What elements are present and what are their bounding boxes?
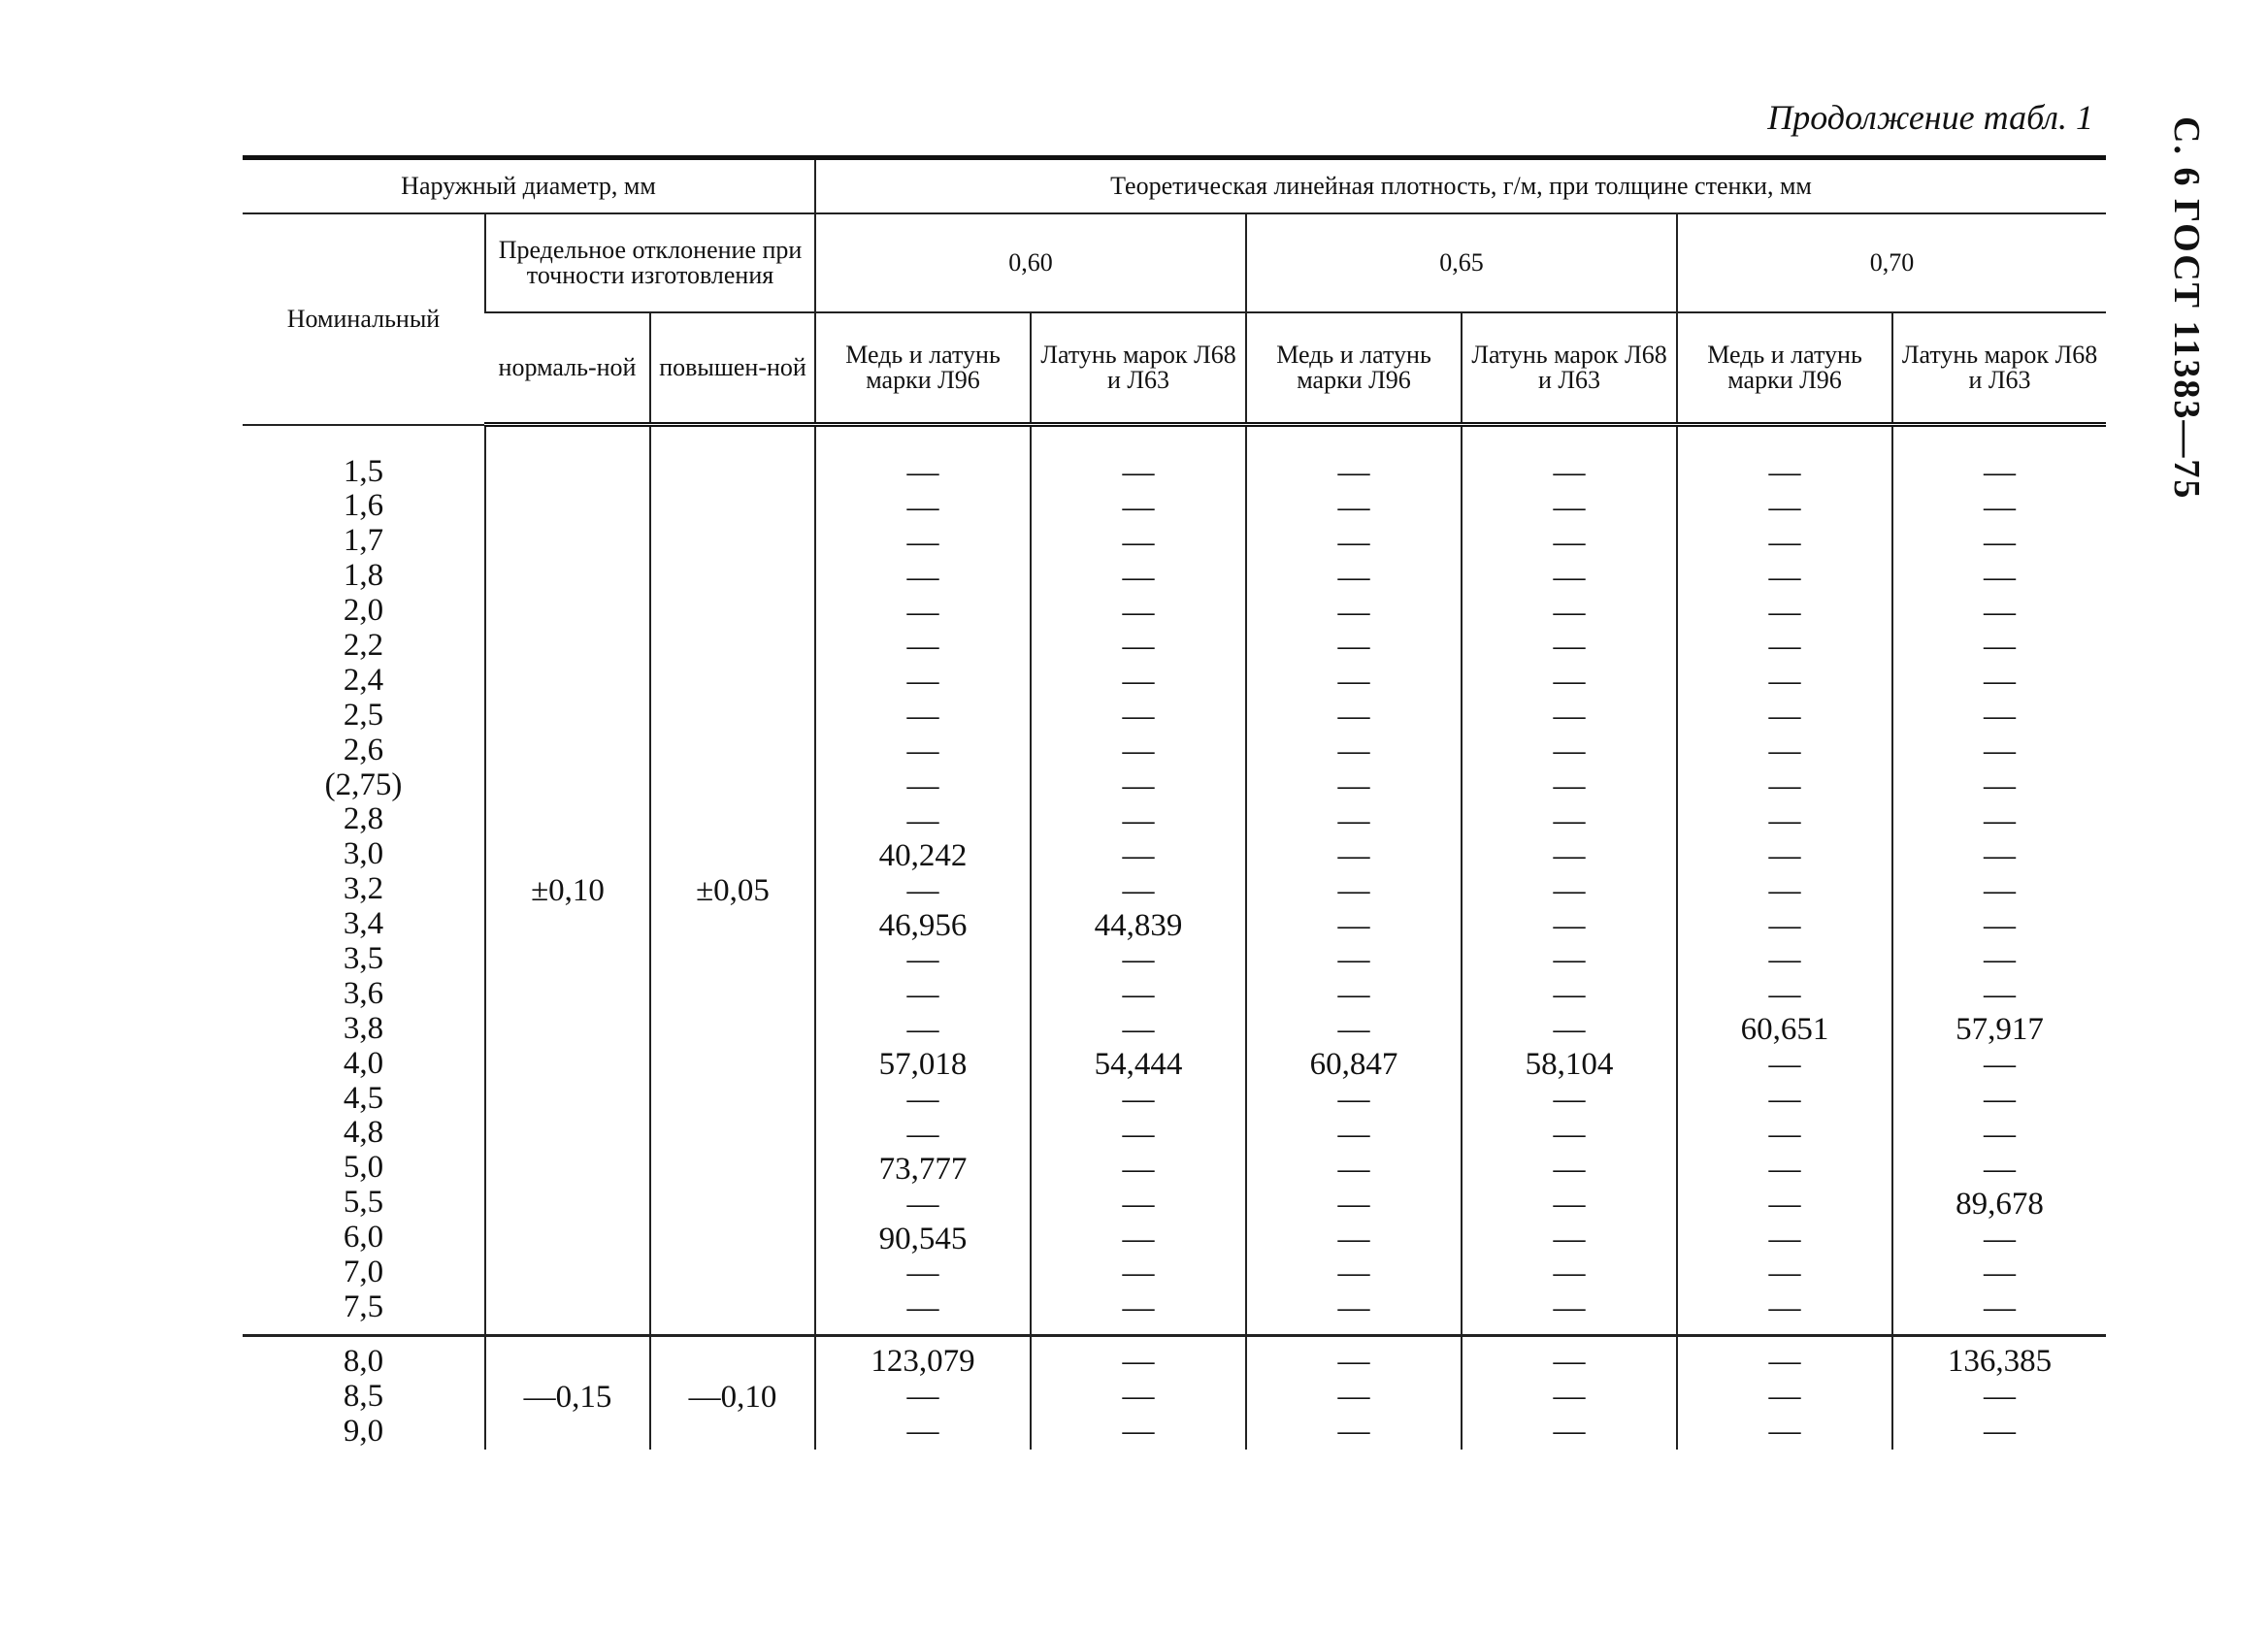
table-cell: — <box>1984 1379 2017 1415</box>
table-cell: — <box>1553 699 1586 734</box>
table-cell: — <box>1553 1082 1586 1118</box>
table-cell: — <box>1768 1344 1801 1380</box>
table-cell: 2,5 <box>343 697 384 733</box>
table-cell: — <box>1984 1082 2017 1118</box>
table-cell: — <box>1768 837 1801 873</box>
col-brass-065-2 <box>1462 1336 1677 1450</box>
table-cell: — <box>906 524 939 560</box>
table-cell: — <box>906 1290 939 1326</box>
table-cell: — <box>906 942 939 978</box>
header-copper-070: Медь и латунь марки Л96 <box>1677 312 1892 425</box>
table-cell: — <box>1553 1379 1586 1415</box>
table-cell: — <box>1984 594 2017 630</box>
table-cell: — <box>1337 559 1370 595</box>
table-cell: — <box>1122 455 1155 490</box>
table-cell: — <box>1768 734 1801 769</box>
table-row-group-2 <box>243 1336 2106 1450</box>
table-cell: — <box>1122 768 1155 804</box>
table-cell: — <box>1337 802 1370 838</box>
table-cell: — <box>1553 942 1586 978</box>
table-cell: — <box>1553 559 1586 595</box>
table-cell: — <box>1122 734 1155 769</box>
table-cell: 60,847 <box>1309 1047 1398 1083</box>
table-cell: — <box>1984 942 2017 978</box>
table-cell: — <box>1984 489 2017 525</box>
table-cell: 5,0 <box>343 1150 384 1186</box>
table-cell: — <box>1337 872 1370 908</box>
table-cell: — <box>906 699 939 734</box>
density-table <box>243 155 2106 1450</box>
table-cell: — <box>1122 872 1155 908</box>
table-cell: 3,0 <box>343 836 384 872</box>
table-cell: — <box>1984 455 2017 490</box>
table-cell: 57,018 <box>878 1047 968 1083</box>
table-cell: — <box>1984 977 2017 1013</box>
table-cell: — <box>1337 699 1370 734</box>
table-cell: — <box>1553 524 1586 560</box>
table-cell: — <box>1553 1151 1586 1187</box>
table-cell: — <box>1122 629 1155 665</box>
table-cell: — <box>906 489 939 525</box>
table-cell: — <box>906 1379 939 1415</box>
table-cell: — <box>1337 907 1370 943</box>
table-cell: — <box>1122 594 1155 630</box>
table-cell: — <box>1122 1151 1155 1187</box>
table-cell: — <box>1337 1082 1370 1118</box>
table-cell: — <box>1984 768 2017 804</box>
table-cell: — <box>1122 1414 1155 1450</box>
table-cell: 3,8 <box>343 1010 384 1046</box>
table-cell: — <box>1122 1255 1155 1291</box>
table-cell: — <box>1122 489 1155 525</box>
table-cell: — <box>1337 977 1370 1013</box>
table-cell: — <box>1553 837 1586 873</box>
table-cell: — <box>1768 1047 1801 1083</box>
header-brass-060: Латунь марок Л68 и Л63 <box>1031 312 1246 425</box>
table-cell: — <box>1337 1344 1370 1380</box>
table-cell: 73,777 <box>878 1151 968 1187</box>
table-cell: — <box>1553 664 1586 700</box>
table-cell: — <box>906 629 939 665</box>
table-cell: 123,079 <box>871 1344 975 1380</box>
table-cell: — <box>1337 629 1370 665</box>
table-cell: 57,917 <box>1956 1012 2044 1048</box>
table-cell: — <box>1768 629 1801 665</box>
table-cell: — <box>1122 559 1155 595</box>
table-cell: — <box>1984 1290 2017 1326</box>
header-nominal: Номинальный <box>243 213 485 425</box>
table-cell: — <box>906 1116 939 1152</box>
table-cell: — <box>1553 734 1586 769</box>
table-cell: 7,0 <box>343 1254 384 1289</box>
header-brass-070: Латунь марок Л68 и Л63 <box>1892 312 2106 425</box>
table-cell: — <box>1768 1414 1801 1450</box>
table-cell: — <box>1984 802 2017 838</box>
table-cell: 7,5 <box>343 1288 384 1324</box>
table-cell: — <box>1768 559 1801 595</box>
table-cell: — <box>906 1255 939 1291</box>
table-cell: — <box>1553 1255 1586 1291</box>
table-cell: 3,5 <box>343 940 384 976</box>
table-cell: (2,75) <box>324 766 403 802</box>
col-brass-065-1 <box>1462 425 1677 1336</box>
table-cell: 40,242 <box>878 837 968 873</box>
header-normal: нормаль-ной <box>485 312 650 425</box>
col-copper-065-2 <box>1246 1336 1462 1450</box>
table-cell: — <box>1337 594 1370 630</box>
table-cell: 1,8 <box>343 558 384 594</box>
table-cell: — <box>1984 1414 2017 1450</box>
col-brass-070-1 <box>1892 425 2106 1336</box>
table-cell: — <box>1984 664 2017 700</box>
table-cell: — <box>1122 699 1155 734</box>
table-cell: 2,8 <box>343 801 384 837</box>
table-cell: — <box>1553 872 1586 908</box>
table-cell: — <box>1122 1012 1155 1048</box>
table-cell: — <box>1122 802 1155 838</box>
col-copper-065-1 <box>1246 425 1462 1336</box>
table-cell: 46,956 <box>878 907 968 943</box>
table-cell: 9,0 <box>343 1414 384 1450</box>
table-cell: 60,651 <box>1740 1012 1829 1048</box>
table-cell: — <box>1122 1290 1155 1326</box>
table-cell: 89,678 <box>1956 1186 2044 1222</box>
table-cell: — <box>1768 489 1801 525</box>
table-cell: — <box>1337 1116 1370 1152</box>
table-cell: — <box>1337 489 1370 525</box>
table-cell: — <box>1984 1047 2017 1083</box>
table-cell: — <box>1984 734 2017 769</box>
table-cell: — <box>1984 524 2017 560</box>
table-cell: 2,0 <box>343 593 384 629</box>
table-cell: 1,6 <box>343 488 384 524</box>
table-cell: — <box>906 664 939 700</box>
table-cell: — <box>1337 1414 1370 1450</box>
table-cell: — <box>1984 629 2017 665</box>
table-cell: 4,8 <box>343 1115 384 1151</box>
table-cell: — <box>1768 907 1801 943</box>
table-cell: 136,385 <box>1947 1344 2053 1380</box>
table-cell: — <box>1337 734 1370 769</box>
table-cell: — <box>1337 1151 1370 1187</box>
header-increased: повышен-ной <box>650 312 815 425</box>
table-cell: — <box>1768 768 1801 804</box>
table-cell: — <box>1984 907 2017 943</box>
col-brass-070-2 <box>1892 1336 2106 1450</box>
table-cell: — <box>906 734 939 769</box>
table-cell: — <box>1553 489 1586 525</box>
table-cell: — <box>906 559 939 595</box>
table-cell: — <box>1337 837 1370 873</box>
table-cell: — <box>1553 455 1586 490</box>
table-cell: — <box>1122 977 1155 1013</box>
table-cell: — <box>1122 1221 1155 1256</box>
table-cell: 3,4 <box>343 906 384 942</box>
table-cell: — <box>1122 942 1155 978</box>
table-cell: — <box>1553 1344 1586 1380</box>
tolerance-increased-1: ±0,05 <box>650 425 815 1336</box>
table-cell: — <box>1122 524 1155 560</box>
table-cell: 4,5 <box>343 1080 384 1116</box>
table-cell: — <box>1768 1116 1801 1152</box>
table-cell: — <box>1337 1186 1370 1222</box>
table-cell: — <box>1337 1379 1370 1415</box>
table-cell: — <box>1553 977 1586 1013</box>
table-cell: — <box>1984 699 2017 734</box>
header-brass-065: Латунь марок Л68 и Л63 <box>1462 312 1677 425</box>
table-cell: — <box>1122 1082 1155 1118</box>
table-cell: — <box>1553 1414 1586 1450</box>
table-cell: — <box>1768 1151 1801 1187</box>
table-cell: — <box>1553 629 1586 665</box>
table-cell: 8,5 <box>343 1379 384 1415</box>
table-cell: — <box>1553 594 1586 630</box>
table-cell: 1,7 <box>343 523 384 559</box>
header-copper-060: Медь и латунь марки Л96 <box>815 312 1031 425</box>
table-cell: 2,6 <box>343 732 384 767</box>
table-cell: — <box>1553 1012 1586 1048</box>
table-cell: — <box>1337 942 1370 978</box>
table-cell: — <box>1984 1151 2017 1187</box>
table-cell: — <box>1768 872 1801 908</box>
nominal-column-1 <box>243 425 485 1336</box>
table-cell: — <box>1768 699 1801 734</box>
table-cell: — <box>1768 1290 1801 1326</box>
table-cell: 2,2 <box>343 627 384 663</box>
table-cell: — <box>1337 524 1370 560</box>
table-cell: — <box>1553 1116 1586 1152</box>
table-cell: — <box>1337 1255 1370 1291</box>
table-cell: 8,0 <box>343 1344 384 1380</box>
table-cell: — <box>1768 942 1801 978</box>
table-cell: — <box>1768 524 1801 560</box>
col-brass-060-2 <box>1031 1336 1246 1450</box>
table-cell: — <box>1553 1290 1586 1326</box>
table-cell: — <box>1337 1012 1370 1048</box>
table-cell: — <box>906 977 939 1013</box>
header-outer-diameter: Наружный диаметр, мм <box>243 158 815 214</box>
table-cell: — <box>1553 768 1586 804</box>
table-caption: Продолжение табл. 1 <box>1767 98 2093 137</box>
table-cell: — <box>1768 1255 1801 1291</box>
table-cell: — <box>906 768 939 804</box>
table-cell: — <box>906 594 939 630</box>
table-cell: — <box>1768 1186 1801 1222</box>
table-cell: — <box>1122 1344 1155 1380</box>
header-thickness-065: 0,65 <box>1246 213 1677 312</box>
table-cell: — <box>1337 1221 1370 1256</box>
table-cell: — <box>1122 1379 1155 1415</box>
table-cell: — <box>906 1082 939 1118</box>
col-copper-060-2 <box>815 1336 1031 1450</box>
table-cell: — <box>1337 664 1370 700</box>
table-cell: — <box>1768 1082 1801 1118</box>
table-cell: 6,0 <box>343 1220 384 1255</box>
table-cell: — <box>1984 1221 2017 1256</box>
table-cell: 4,0 <box>343 1045 384 1081</box>
table-cell: — <box>1553 1221 1586 1256</box>
col-copper-070-1 <box>1677 425 1892 1336</box>
table-cell: — <box>1337 455 1370 490</box>
nominal-column-2 <box>243 1336 485 1450</box>
col-brass-060-1 <box>1031 425 1246 1336</box>
table-cell: 2,4 <box>343 662 384 698</box>
table-cell: — <box>1768 594 1801 630</box>
table-cell: 3,6 <box>343 975 384 1011</box>
tolerance-increased-2: —0,10 <box>650 1336 815 1450</box>
table-cell: — <box>906 1012 939 1048</box>
table-cell: — <box>1122 664 1155 700</box>
table-cell: — <box>1768 977 1801 1013</box>
page-side-label: С. 6 ГОСТ 11383—75 <box>2166 116 2207 501</box>
table-cell: — <box>1984 1255 2017 1291</box>
table-cell: — <box>906 455 939 490</box>
table-cell: — <box>906 1414 939 1450</box>
table-cell: 90,545 <box>878 1221 968 1256</box>
table-cell: — <box>1122 1116 1155 1152</box>
header-linear-density: Теоретическая линейная плотность, г/м, при толщине стенки, мм <box>815 158 2106 214</box>
table-cell: — <box>1768 664 1801 700</box>
tolerance-normal-1: ±0,10 <box>485 425 650 1336</box>
table-cell: — <box>1122 1186 1155 1222</box>
table-cell: — <box>906 802 939 838</box>
table-cell: — <box>906 872 939 908</box>
header-thickness-070: 0,70 <box>1677 213 2106 312</box>
table-cell: — <box>1768 1221 1801 1256</box>
table-cell: — <box>1984 837 2017 873</box>
table-cell: — <box>906 1186 939 1222</box>
table-cell: 44,839 <box>1094 907 1183 943</box>
table-cell: — <box>1553 802 1586 838</box>
header-copper-065: Медь и латунь марки Л96 <box>1246 312 1462 425</box>
table-cell: — <box>1553 907 1586 943</box>
table-cell: 58,104 <box>1525 1047 1614 1083</box>
header-tolerance: Предельное отклонение при точности изготовления <box>485 213 815 312</box>
table-cell: — <box>1337 1290 1370 1326</box>
col-copper-070-2 <box>1677 1336 1892 1450</box>
header-thickness-060: 0,60 <box>815 213 1246 312</box>
table-cell: — <box>1984 559 2017 595</box>
table-cell: — <box>1553 1186 1586 1222</box>
tolerance-normal-2: —0,15 <box>485 1336 650 1450</box>
table-cell: — <box>1768 802 1801 838</box>
table-cell: — <box>1768 1379 1801 1415</box>
table-cell: — <box>1984 1116 2017 1152</box>
table-cell: — <box>1768 455 1801 490</box>
table-cell: — <box>1337 768 1370 804</box>
table-cell: — <box>1984 872 2017 908</box>
table-cell: 54,444 <box>1094 1047 1183 1083</box>
table-cell: 5,5 <box>343 1185 384 1221</box>
table-cell: 3,2 <box>343 871 384 907</box>
table-row-group-1 <box>243 425 2106 1336</box>
col-copper-060-1 <box>815 425 1031 1336</box>
table-cell: — <box>1122 837 1155 873</box>
table-cell: 1,5 <box>343 453 384 489</box>
